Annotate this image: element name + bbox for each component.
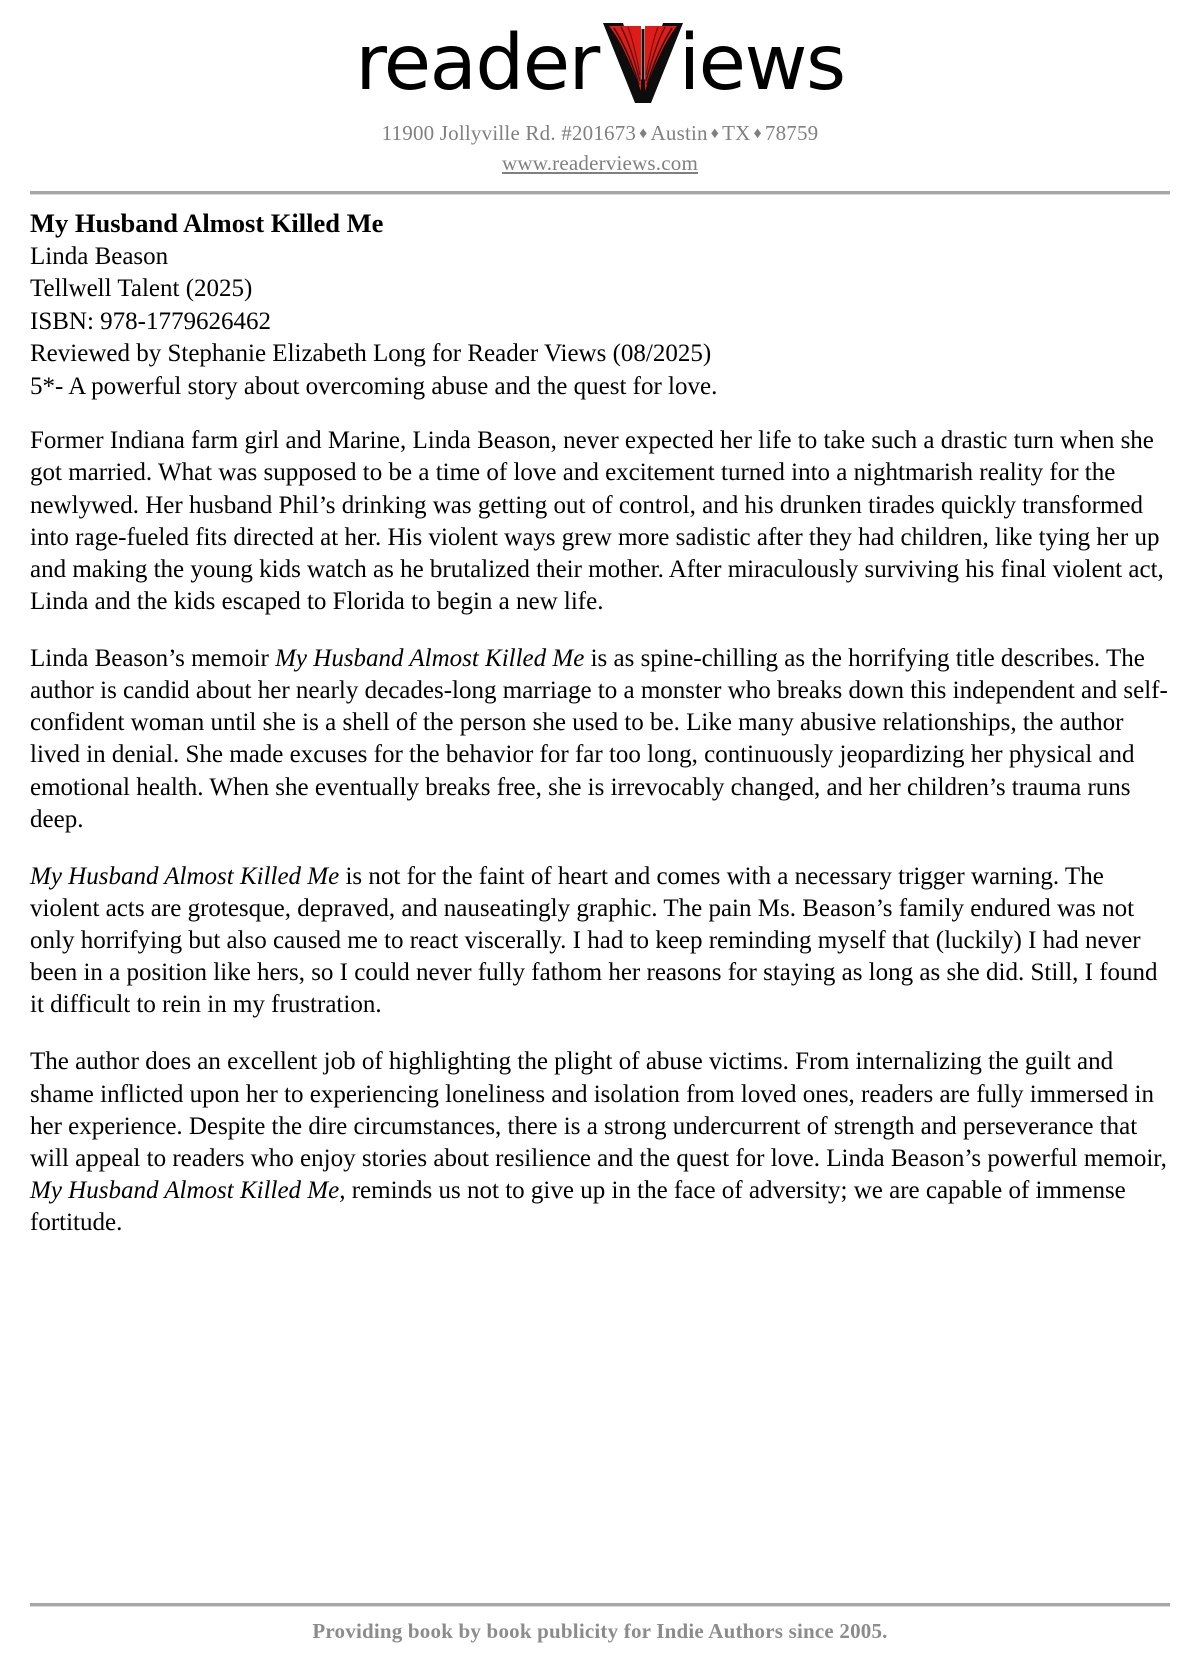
paragraph-2-lead: Linda Beason’s memoir <box>30 645 276 673</box>
review-paragraph-1: Former Indiana farm girl and Marine, Linda Beason, never expected her life to take such a drastic turn when she got married. What was supposed to be a time of love and excitement turned into a nightmarish reality for the newlywed. Her husband Phil’s drinking was getting out of control, and his drunken tirades quickly transformed into rage-fueled fits directed at her. His violent ways grew more sadistic after they had children, like tying her up and making the young kids watch as he brutalized their mother. After miraculously surviving his final violent act, Linda and the kids escaped to Florida to begin a new life. <box>30 427 1164 615</box>
address-street: 11900 Jollyville Rd. #201673 <box>381 121 637 145</box>
masthead <box>30 0 1170 195</box>
address-line <box>30 118 1170 148</box>
header-divider <box>30 191 1170 195</box>
paragraph-4-book-title: My Husband Almost Killed Me, <box>30 1176 346 1204</box>
logo-word-iews: iews <box>678 18 845 108</box>
review-paragraph-3 <box>30 861 1170 1022</box>
book-title: My Husband Almost Killed Me <box>30 207 384 238</box>
diamond-separator-icon: ♦ <box>639 125 648 142</box>
footer-divider <box>30 1603 1170 1607</box>
reader-views-logo <box>355 18 845 108</box>
company-address <box>30 118 1170 179</box>
review-paragraph-2 <box>30 643 1170 836</box>
review-body <box>30 425 1170 1239</box>
website-line <box>30 148 1170 178</box>
paragraph-3-rest: is not for the faint of heart and comes with a necessary trigger warning. The violent acts are grotesque, depraved, and nauseatingly graphic. The pain Ms. Beason’s family endured was not only horrifying but also caused me to react viscerally. I had to keep reminding myself that (luckily) I had never been in a position like hers, so I could never fully fathom her reasons for staying as long as she did. Still, I found it difficult to rein in my frustration. <box>30 862 1158 1019</box>
logo-word-reader: reader <box>355 18 599 108</box>
address-state: TX <box>722 121 751 145</box>
book-publisher-year: Tellwell Talent (2025) <box>30 275 253 303</box>
book-isbn: ISBN: 978-1779626462 <box>30 307 271 335</box>
diamond-separator-icon-2: ♦ <box>710 125 720 142</box>
paragraph-4-lead: The author does an excellent job of highlighting the plight of abuse victims. From internalizing the guilt and shame inflicted upon her to experiencing loneliness and isolation from loved ones, readers are fully immersed in her experience. Despite the dire circumstances, there is a strong undercurrent of strength and perseverance that will appeal to readers who enjoy stories about resilience and the quest for love. Linda Beason’s powerful memoir, <box>30 1048 1167 1172</box>
paragraph-2-rest: is as spine-chilling as the horrifying title describes. The author is candid about her nearly decades-long marriage to a monster who breaks down this independent and self-confident woman until she is a shell of the person she used to be. Like many abusive relationships, the author lived in denial. She made excuses for the behavior for far too long, continuously jeopardizing her physical and emotional health. When she eventually breaks free, she is irrevocably changed, and her children’s trauma runs deep. <box>30 645 1168 833</box>
footer-tagline: Providing book by book publicity for Indie Authors since 2005. <box>312 1619 888 1643</box>
website-link[interactable]: www.readerviews.com <box>501 151 699 176</box>
rating-summary: 5*- A powerful story about overcoming abuse and the quest for love. <box>30 372 718 400</box>
book-author: Linda Beason <box>30 242 169 270</box>
review-header-block <box>30 207 1170 403</box>
diamond-separator-icon-3: ♦ <box>753 125 762 142</box>
open-book-v-mark-icon <box>597 19 689 105</box>
address-zip: 78759 <box>764 121 819 145</box>
page-footer <box>30 1603 1170 1644</box>
address-city: Austin <box>650 121 708 145</box>
paragraph-4-rest: reminds us not to give up in the face of adversity; we are capable of immense fortitude. <box>30 1176 1126 1237</box>
review-paragraph-4 <box>30 1046 1170 1239</box>
paragraph-2-book-title: My Husband Almost Killed Me <box>275 645 585 673</box>
paragraph-3-book-title: My Husband Almost Killed Me <box>30 862 340 890</box>
reviewer-credit: Reviewed by Stephanie Elizabeth Long for Reader Views (08/2025) <box>30 340 712 368</box>
